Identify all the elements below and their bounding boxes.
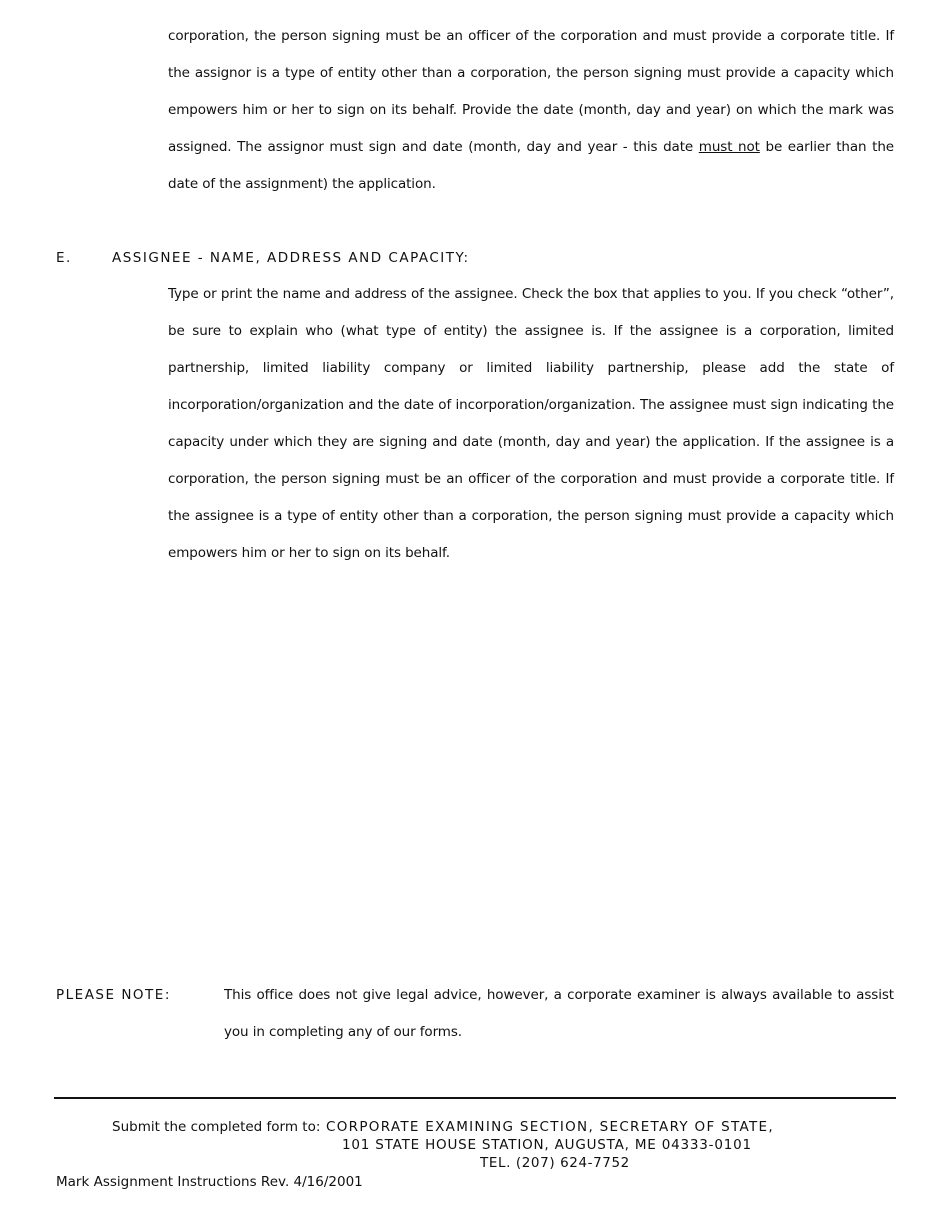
section-e-letter: E. [56, 250, 72, 266]
submit-label: Submit the completed form to: [112, 1119, 321, 1135]
section-d-paragraph [168, 18, 894, 203]
address-line-3: TEL. (207) 624-7752 [480, 1155, 630, 1171]
address-line-1: CORPORATE EXAMINING SECTION, SECRETARY OF STATE, [326, 1119, 774, 1135]
section-d-text-1: corporation, the person signing must be an officer of the corporation and must provide a corporate title. If the assignor is a type of entity other than a corporation, the person signing must provide a capacity which empowers him or her to sign on its behalf. Provide the date (month, day and year) on which the mark was assigned. The assignor must sign and date (month, day and year - this date [168, 28, 894, 155]
section-d-underlined: must not [698, 139, 760, 155]
note-label: PLEASE NOTE: [56, 987, 171, 1003]
section-d-text-2: be earlier than the date of the assignment) the application. [168, 139, 894, 192]
section-e-paragraph: Type or print the name and address of the assignee. Check the box that applies to you. If you check “other”, be sure to explain who (what type of entity) the assignee is. If the assignee is a corporation, limited partnership, limited liability company or limited liability partnership, please add the state of incorporation/organization and the date of incorporation/organization. The assignee must sign indicating the capacity under which they are signing and date (month, day and year) the application. If the assignee is a corporation, the person signing must be an officer of the corporation and must provide a corporate title. If the assignee is a type of entity other than a corporation, the person signing must provide a capacity which empowers him or her to sign on its behalf. [168, 286, 894, 561]
address-line-2: 101 STATE HOUSE STATION, AUGUSTA, ME 04333-0101 [342, 1137, 752, 1153]
footer-divider [54, 1097, 896, 1099]
revision-note: Mark Assignment Instructions Rev. 4/16/2001 [56, 1174, 363, 1190]
note-paragraph: This office does not give legal advice, however, a corporate examiner is always available to assist you in completing any of our forms. [224, 987, 894, 1040]
section-e-heading: ASSIGNEE - NAME, ADDRESS AND CAPACITY: [112, 250, 470, 266]
